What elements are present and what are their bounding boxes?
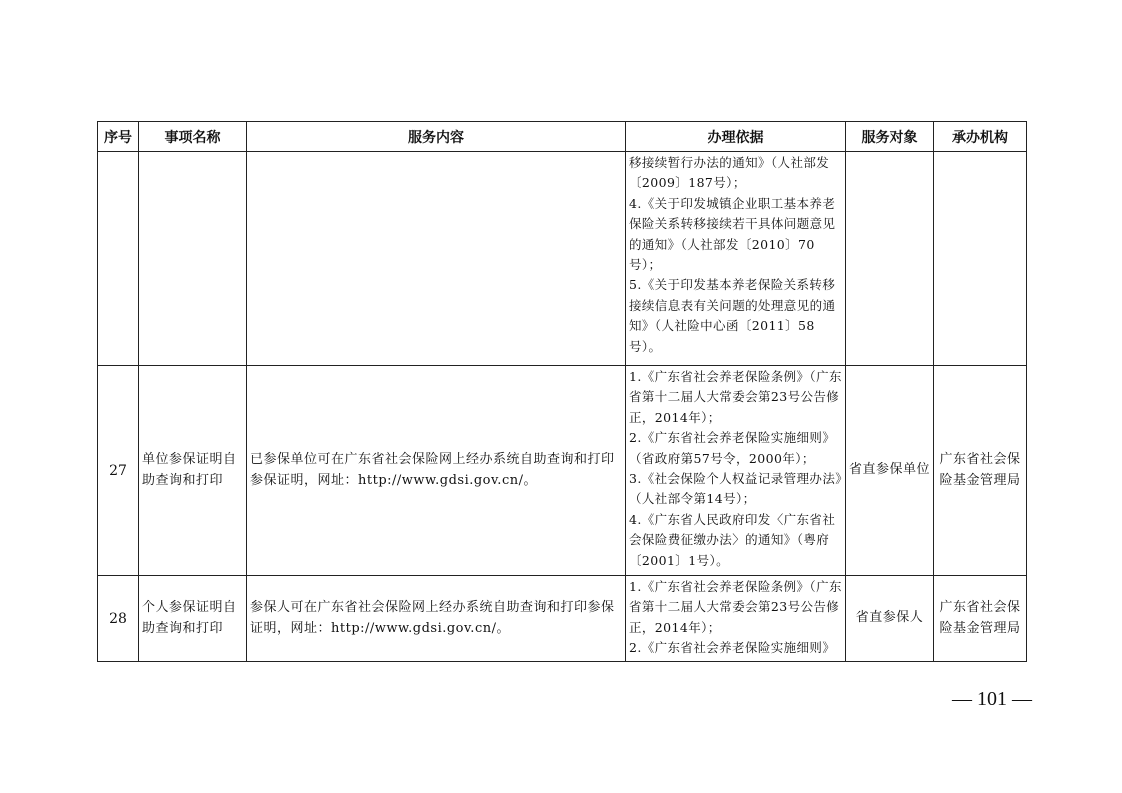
header-name: 事项名称 [139,122,247,152]
row-no [98,152,139,366]
basis-item: 4.《关于印发城镇企业职工基本养老保险关系转移接续若干具体问题意见的通知》（人社部发〔2010〕70号）； [629,195,836,273]
basis-item: 1.《广东省社会养老保险条例》（广东省第十二届人大常委会第23号公告修正，2014年）； [629,579,842,635]
page-number: — 101 — [952,688,1032,710]
row-no: 27 [98,366,139,576]
row-no: 28 [98,576,139,662]
row-agency: 广东省社会保险基金管理局 [934,576,1027,662]
basis-item: 3.《社会保险个人权益记录管理办法》（人社部令第14号）； [629,471,842,507]
row-name: 个人参保证明自助查询和打印 [139,576,247,662]
row-name [139,152,247,366]
header-agency: 承办机构 [934,122,1027,152]
table-row [98,576,1027,662]
row-agency [934,152,1027,366]
basis-item: 2.《广东省社会养老保险实施细则》（省政府第57号令，2000年）； [629,430,836,466]
row-target: 省直参保单位 [846,366,934,576]
table-header-row [98,122,1027,152]
row-basis [626,576,846,662]
basis-item: 1.《广东省社会养老保险条例》（广东省第十二届人大常委会第23号公告修正，2014年）； [629,369,842,425]
row-content: 参保人可在广东省社会保险网上经办系统自助查询和打印参保证明，网址：http://www.gdsi.gov.cn/。 [247,576,626,662]
table-row [98,366,1027,576]
header-target: 服务对象 [846,122,934,152]
table-row [98,152,1027,366]
row-content [247,152,626,366]
basis-item: 4.《广东省人民政府印发〈广东省社会保险费征缴办法〉的通知》（粤府〔2001〕1号）。 [629,511,836,568]
basis-item: 5.《关于印发基本养老保险关系转移接续信息表有关问题的处理意见的通知》（人社险中心函〔2011〕58号）。 [629,277,836,354]
basis-item: 移接续暂行办法的通知》（人社部发〔2009〕187号）； [629,155,830,191]
header-no: 序号 [98,122,139,152]
row-target: 省直参保人 [846,576,934,662]
row-agency: 广东省社会保险基金管理局 [934,366,1027,576]
header-content: 服务内容 [247,122,626,152]
row-basis [626,152,846,366]
row-name: 单位参保证明自助查询和打印 [139,366,247,576]
row-content: 已参保单位可在广东省社会保险网上经办系统自助查询和打印参保证明，网址：http://www.gdsi.gov.cn/。 [247,366,626,576]
row-basis [626,366,846,576]
header-basis: 办理依据 [626,122,846,152]
row-target [846,152,934,366]
service-table [97,121,1027,662]
basis-item: 2.《广东省社会养老保险实施细则》 [629,640,836,656]
